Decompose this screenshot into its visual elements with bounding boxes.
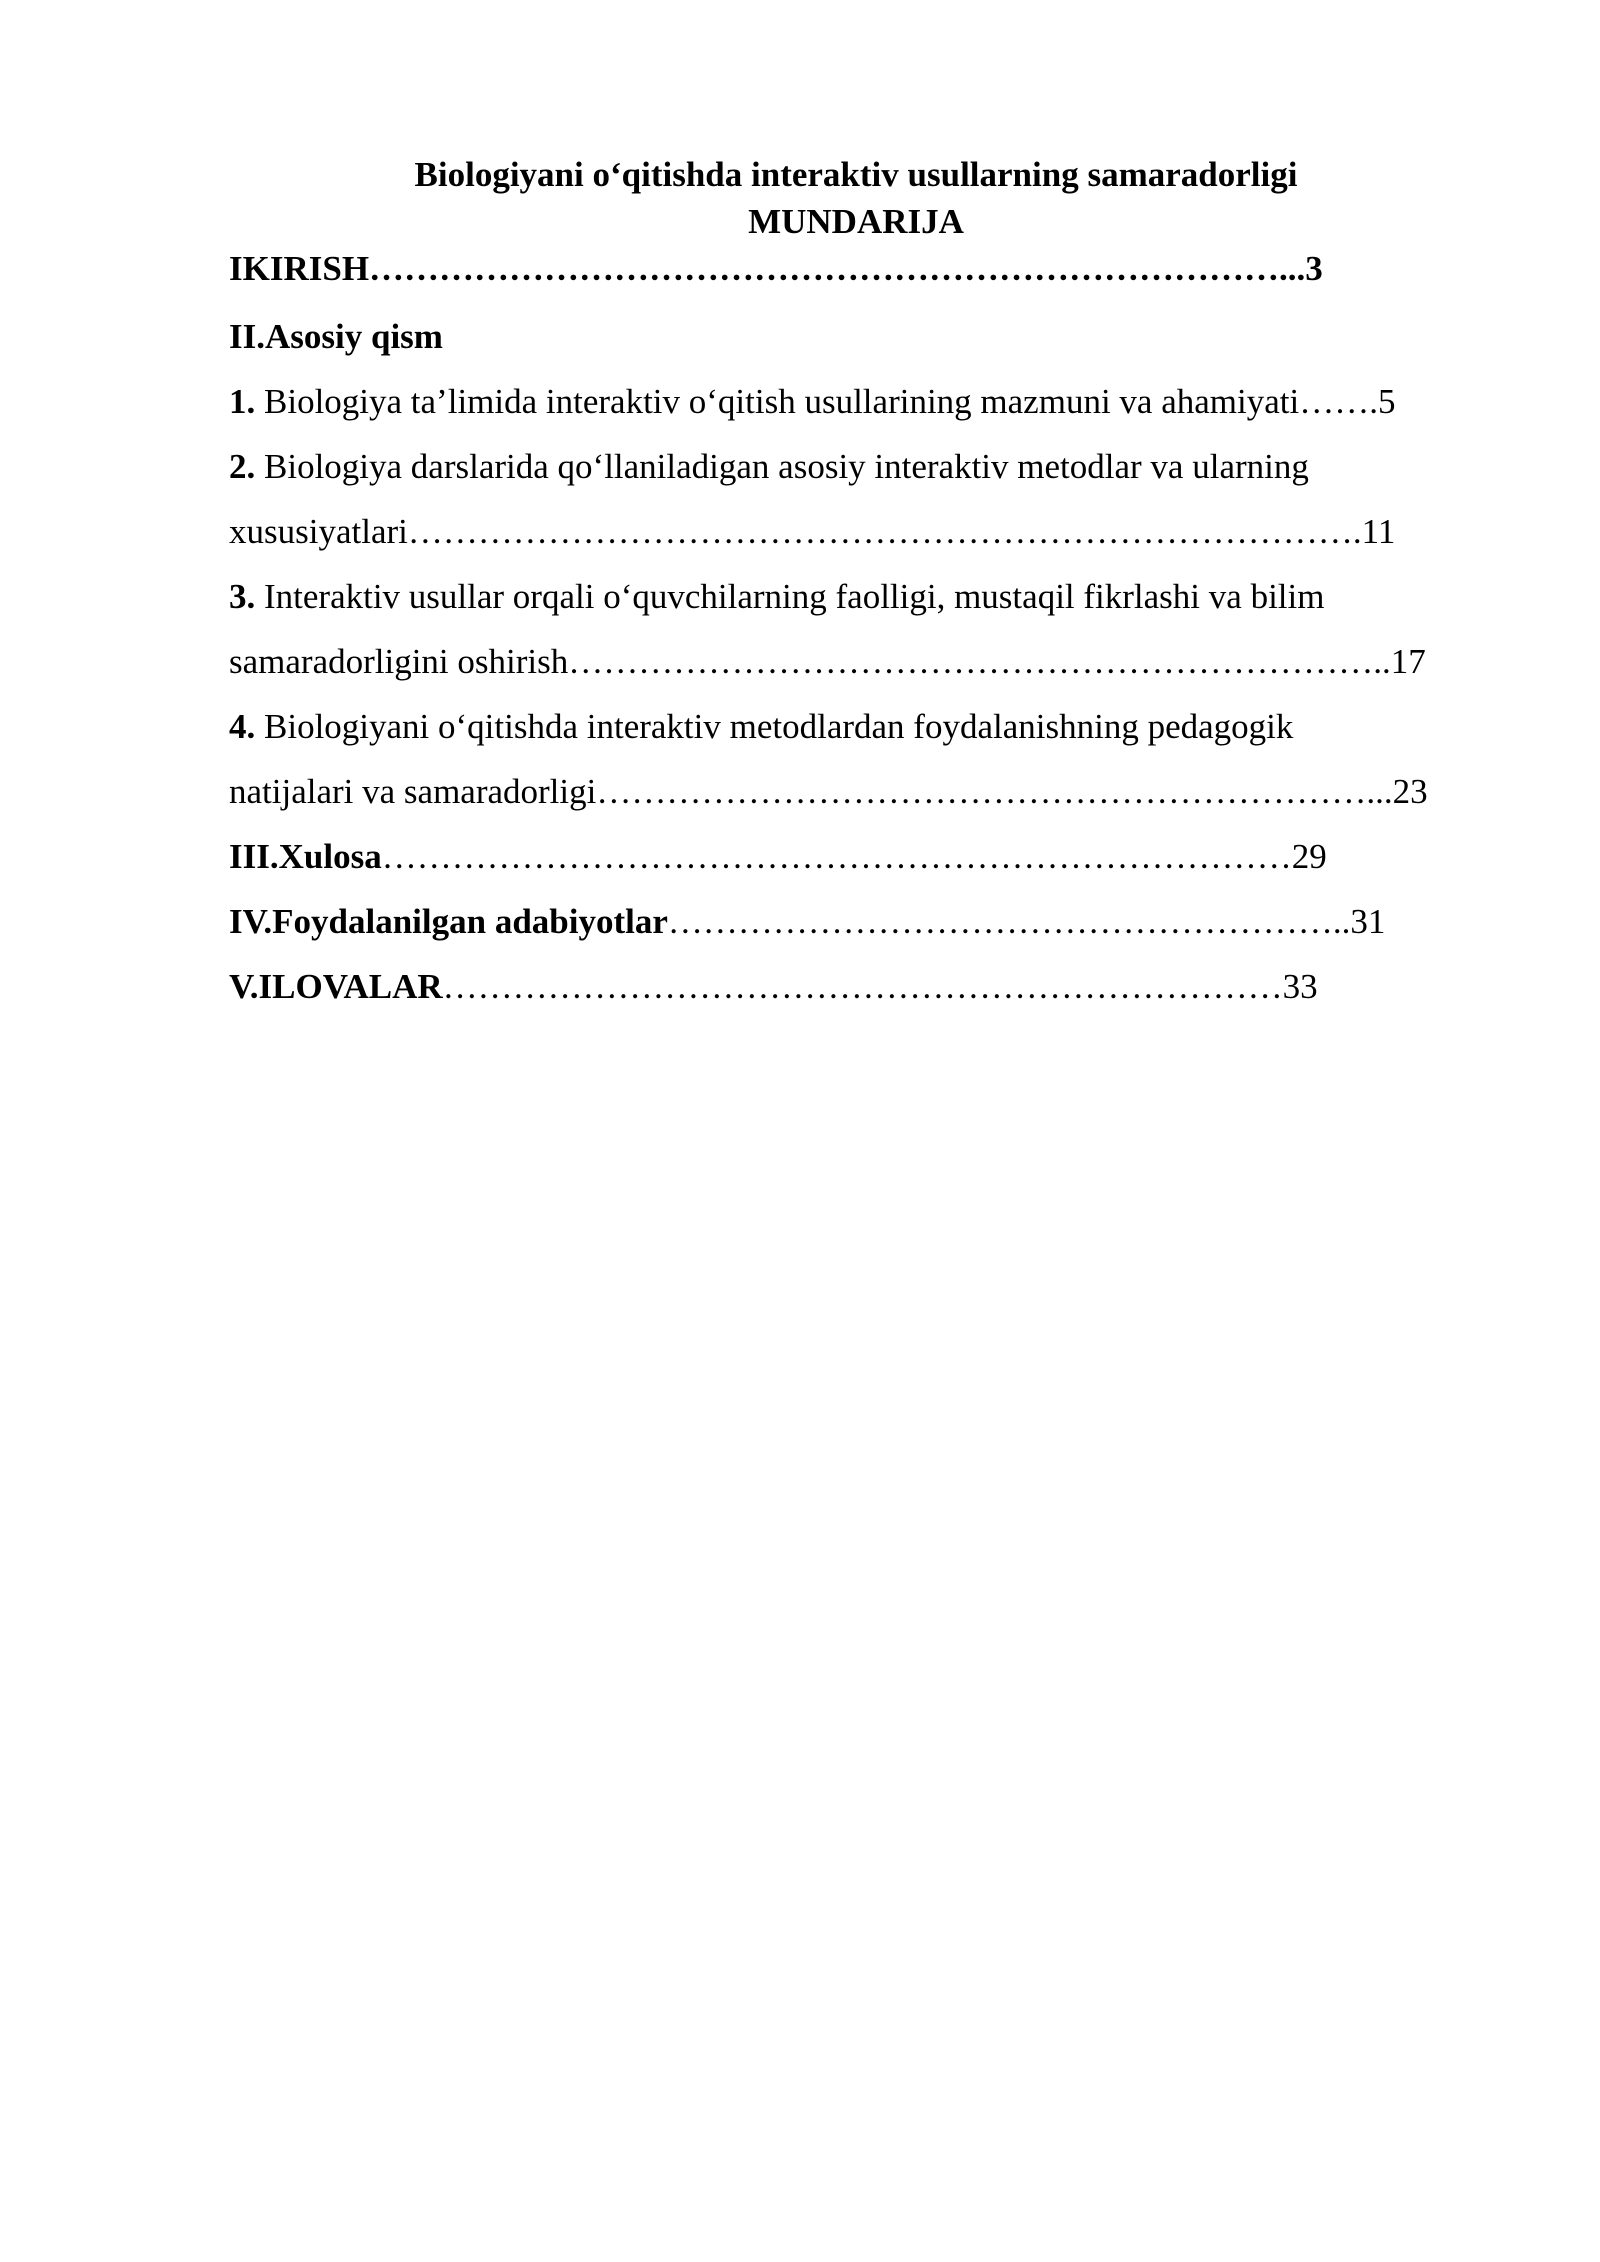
toc-entry-number: 4.: [229, 707, 256, 746]
document-title: Biologiyani o‘qitishda interaktiv usullarning samaradorligi: [414, 155, 1298, 194]
toc-entry-number: 1.: [229, 382, 256, 421]
toc-entry-xulosa: [229, 834, 1327, 880]
toc-entry-label: V.ILOVALAR: [229, 967, 443, 1006]
toc-entry-number: 3.: [229, 577, 256, 616]
toc-entry-label: IV.Foydalanilgan adabiyotlar: [229, 902, 668, 941]
toc-entry-2-continuation: xususiyatlari……………………………………………………………………….11: [229, 512, 1396, 551]
toc-entry-dots: ……………………………………………………………………29: [381, 837, 1327, 876]
toc-entry-kirish: IKIRISH……………………………………………………………………...3: [229, 249, 1323, 288]
toc-entry-4-continuation: natijalari va samaradorligi…………………………………………………………...23: [229, 772, 1428, 811]
toc-entry-text: Biologiyani o‘qitishda interaktiv metodlardan foydalanishning pedagogik: [255, 707, 1294, 746]
toc-entry-text: Biologiya ta’limida interaktiv o‘qitish usullarining mazmuni va ahamiyati…….5: [255, 382, 1396, 421]
toc-entry-3: [229, 574, 1324, 620]
toc-entry-3-continuation: samaradorligini oshirish……………………………………………………………..17: [229, 642, 1426, 681]
toc-entry-label: III.Xulosa: [229, 837, 382, 876]
toc-entry-dots: …………………………………………………..31: [667, 902, 1386, 941]
toc-entry-text: Interaktiv usullar orqali o‘quvchilarning faolligi, mustaqil fikrlashi va bilim: [255, 577, 1325, 616]
toc-entry-adabiyotlar: [229, 899, 1385, 945]
toc-entry-2: [229, 444, 1309, 490]
toc-entry-number: 2.: [229, 447, 256, 486]
toc-entry-1: [229, 379, 1395, 425]
toc-heading: MUNDARIJA: [748, 202, 964, 241]
toc-entry-text: Biologiya darslarida qo‘llaniladigan asosiy interaktiv metodlar va ularning: [255, 447, 1309, 486]
toc-section-asosiy-qism: II.Asosiy qism: [229, 317, 443, 356]
toc-entry-dots: ………………………………………………………………33: [442, 967, 1318, 1006]
toc-entry-4: [229, 704, 1293, 750]
toc-entry-ilovalar: [229, 964, 1318, 1010]
